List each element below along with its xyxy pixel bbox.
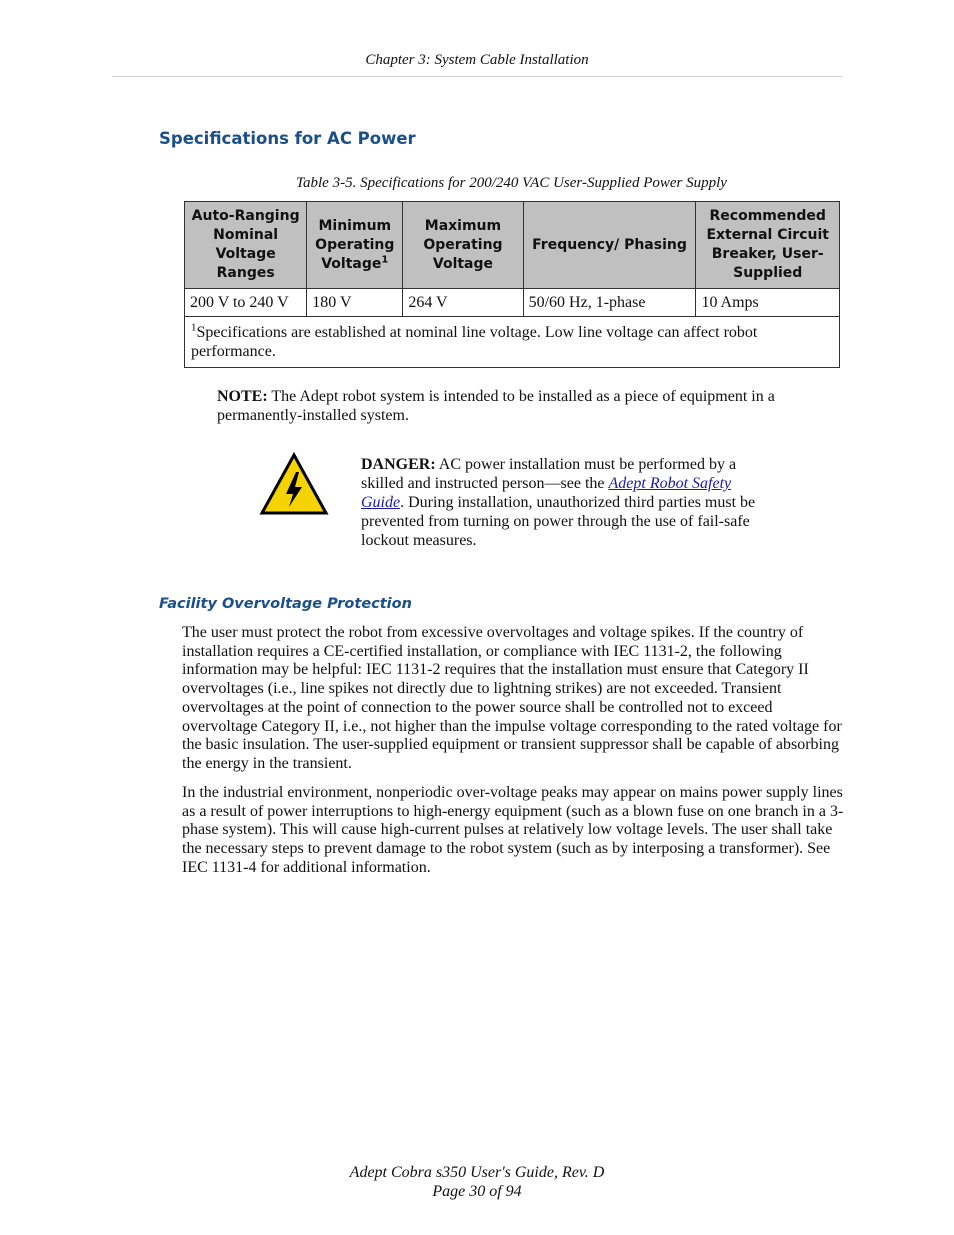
table-caption: Table 3-5. Specifications for 200/240 VAC User-Supplied Power Supply [296,175,727,191]
header-frequency-phasing: Frequency/ Phasing [523,202,696,289]
cell-voltage-range: 200 V to 240 V [185,289,307,317]
cell-minimum-voltage: 180 V [307,289,403,317]
cell-maximum-voltage: 264 V [403,289,523,317]
power-spec-table [184,201,840,368]
table-footnote-row [185,317,840,368]
danger-block: DANGER: AC power installation must be performed by a skilled and instructed person—see the Adept Robot Safety Guide. During installation, unauthorized third parties must be prevented from turning on power through the use of fail-safe lockout measures. [361,456,756,549]
footnote-superscript: 1 [381,253,389,265]
header-maximum-voltage: Maximum Operating Voltage [403,202,523,289]
danger-label: DANGER: [361,456,436,473]
electrical-hazard-icon [259,452,329,516]
footer-page-number: Page 30 of 94 [432,1183,522,1200]
header-divider [112,76,842,77]
note-text: The Adept robot system is intended to be installed as a piece of equipment in a permanently-installed system. [217,388,775,424]
subsection-title: Facility Overvoltage Protection [159,596,412,612]
footer-title: Adept Cobra s350 User's Guide, Rev. D [349,1164,605,1181]
body-paragraph: In the industrial environment, nonperiodic over-voltage peaks may appear on mains power supply lines as a result of power interruptions to high-energy equipment (such as a blown fuse on one branch in a 3-phase system). This will cause high-current pulses at relatively low voltage levels. The user shall take the necessary steps to prevent damage to the robot system (such as by interposing a transformer). See IEC 1131-4 for additional information. [182,784,844,876]
header-voltage-ranges: Auto-Ranging Nominal Voltage Ranges [185,202,307,289]
section-title: Specifications for AC Power [159,129,416,148]
page-footer [112,1163,842,1201]
running-header: Chapter 3: System Cable Installation [365,52,589,68]
header-minimum-voltage: Minimum Operating Voltage$^1$ [307,202,403,289]
table-header-row [185,202,840,289]
table-footnote: $^1$Specifications are established at nominal line voltage. Low line voltage can affect robot performance. [185,317,840,368]
cell-circuit-breaker: 10 Amps [696,289,840,317]
note-label: NOTE: [217,388,268,405]
cell-frequency-phasing: 50/60 Hz, 1-phase [523,289,696,317]
note-block [217,387,807,425]
table-row [185,289,840,317]
header-circuit-breaker: Recommended External Circuit Breaker, User-Supplied [696,202,840,289]
safety-guide-link[interactable]: Adept Robot Safety Guide [361,475,732,511]
body-paragraph: The user must protect the robot from excessive overvoltages and voltage spikes. If the country of installation requires a CE-certified installation, or compliance with IEC 1131-2, the following information may be helpful: IEC 1131-2 requires that the installation must ensure that Category II overvoltages (i.e., line spikes not directly due to lightning strikes) are not exceeded. Transient overvoltages at the point of connection to the power source shall be controlled not to exceed overvoltage Category II, i.e., not higher than the impulse voltage corresponding to the rated voltage for the basic insulation. The user-supplied equipment or transient suppressor shall be capable of absorbing the energy in the transient. [182,624,842,772]
